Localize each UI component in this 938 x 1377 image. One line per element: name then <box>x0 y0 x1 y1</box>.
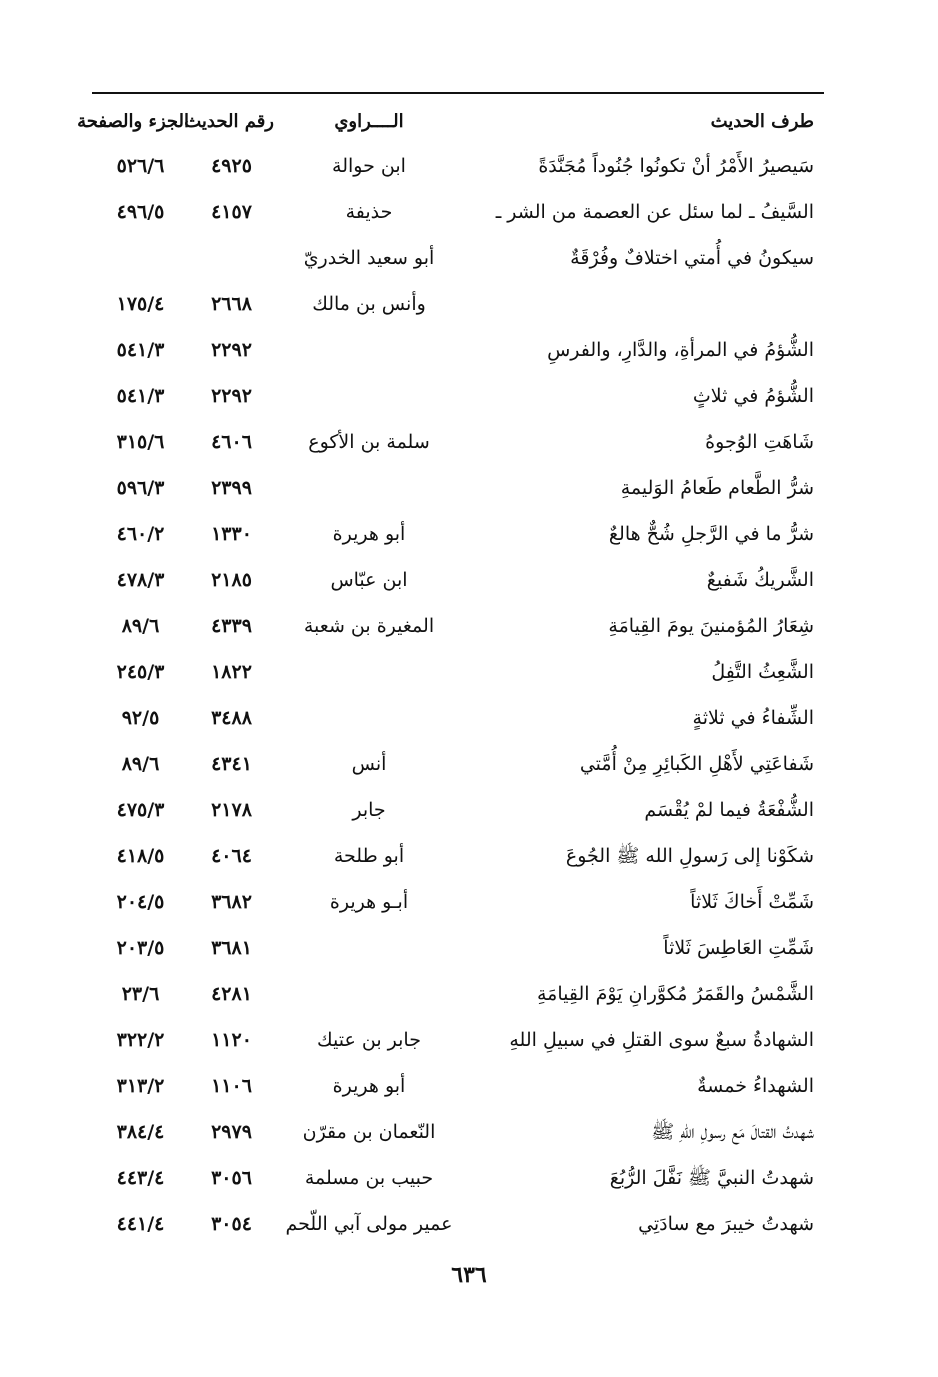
hadith-number: ١١٢٠ <box>211 1029 252 1051</box>
narrator <box>274 466 464 510</box>
volume-page: ٤٧٨/٣ <box>116 569 165 591</box>
hadith-text: شَاهَتِ الوُجوهُ <box>705 431 814 453</box>
hadith-number: ٣٠٥٤ <box>211 1213 252 1235</box>
narrator: أنس <box>351 753 387 775</box>
narrator <box>274 926 464 970</box>
table-row <box>92 1064 824 1108</box>
hadith-text: الشَّعِثُ التَّفِلُ <box>711 661 814 683</box>
volume-page: ٥٤١/٣ <box>116 385 165 407</box>
volume-page: ٤٩٦/٥ <box>116 201 165 223</box>
volume-page: ٣١٣/٢ <box>116 1075 165 1097</box>
narrator <box>274 696 464 740</box>
hadith-text: الشُّفْعَةُ فيما لمْ يُقْسَم <box>644 799 814 821</box>
table-row <box>92 650 824 694</box>
table-row <box>92 742 824 786</box>
table-row <box>92 190 824 234</box>
hadith-text: شرُّ الطَّعام طَعامُ الوَليمةِ <box>620 477 814 499</box>
volume-page: ٣٨٤/٤ <box>116 1121 165 1143</box>
table-row <box>92 834 824 878</box>
hadith-text: شكَوْنا إلى رَسولِ الله ﷺ الجُوعَ <box>565 845 814 867</box>
hadith-number: ٢٢٩٢ <box>211 339 252 361</box>
page-number: ٦٣٦ <box>451 1262 487 1288</box>
table-header <box>77 100 824 144</box>
hadith-number: ٤٠٦٤ <box>211 845 252 867</box>
narrator: أبو هريرة <box>332 523 406 545</box>
volume-page: ٥٩٦/٣ <box>116 477 165 499</box>
hadith-text: السَّيفُ ـ لما سئل عن العصمة من الشر ـ <box>495 201 814 223</box>
hadith-number: ١٨٢٢ <box>211 661 252 683</box>
table-row <box>92 788 824 832</box>
volume-page: ٣٢٢/٢ <box>116 1029 165 1051</box>
table-row <box>92 1202 824 1246</box>
narrator: أبو هريرة <box>332 1075 406 1097</box>
narrator: النّعمان بن مقرّن <box>302 1121 436 1143</box>
volume-page: ٤٤٣/٤ <box>116 1167 165 1189</box>
hadith-text: الشهادةُ سبعٌ سوى القتلِ في سبيلِ اللهِ <box>509 1029 814 1051</box>
hadith-number: ٢١٧٨ <box>211 799 252 821</box>
table-row <box>92 926 824 970</box>
narrator <box>274 374 464 418</box>
table-row <box>92 1156 824 1200</box>
table-row <box>92 1018 824 1062</box>
volume-page: ٨٩/٦ <box>121 615 160 637</box>
hadith-text: شِعَارُ المُؤمنينَ يومَ القِيامَةِ <box>608 615 814 637</box>
hadith-text: الشِّفاءُ في ثلاثةٍ <box>692 707 814 729</box>
table-row <box>92 558 824 602</box>
table-row <box>92 512 824 556</box>
hadith-number: ٢٣٩٩ <box>211 477 252 499</box>
header-number: رقم الحديث <box>184 111 274 132</box>
hadith-number: ٣٦٨١ <box>211 937 252 959</box>
hadith-number: ٣٤٨٨ <box>211 707 252 729</box>
narrator <box>274 328 464 372</box>
table-row <box>92 328 824 372</box>
hadith-number: ٤٦٠٦ <box>211 431 252 453</box>
header-narrator: الــــراوي <box>334 111 404 132</box>
narrator: أبو سعيد الخدريّ <box>303 247 435 269</box>
hadith-text: شَمِّتِ العَاطِسَ ثَلاثاً <box>663 937 814 959</box>
table-row <box>92 282 824 326</box>
hadith-number: ٤٣٣٩ <box>211 615 252 637</box>
narrator: عمير مولى آبي اللّحم <box>285 1213 453 1235</box>
volume-page: ٢٤٥/٣ <box>116 661 165 683</box>
table-row <box>92 466 824 510</box>
volume-page <box>92 236 189 280</box>
hadith-number: ٢١٨٥ <box>211 569 252 591</box>
hadith-number: ٤٩٢٥ <box>211 155 252 177</box>
volume-page: ٤٦٠/٢ <box>116 523 165 545</box>
hadith-number: ٤١٥٧ <box>211 201 252 223</box>
hadith-number: ٢٢٩٢ <box>211 385 252 407</box>
table-row <box>92 972 824 1016</box>
hadith-number: ٤٢٨١ <box>211 983 252 1005</box>
narrator: ابن عبّاس <box>330 569 408 591</box>
narrator <box>274 972 464 1016</box>
volume-page: ٢٠٣/٥ <box>116 937 165 959</box>
hadith-text: شهدتُ القتالَ مَع رسولِ اللهِ ﷺ <box>651 1121 814 1143</box>
hadith-text <box>514 282 814 326</box>
narrator: أبـو هريرة <box>329 891 409 913</box>
narrator: المغيرة بن شعبة <box>303 615 435 637</box>
volume-page: ٥٢٦/٦ <box>116 155 165 177</box>
volume-page: ٩٢/٥ <box>121 707 160 729</box>
hadith-number: ٣٠٥٦ <box>211 1167 252 1189</box>
hadith-number: ٣٦٨٢ <box>211 891 252 913</box>
header-location: الجزء والصفحة <box>77 111 189 132</box>
hadith-number: ٤٣٤١ <box>211 753 252 775</box>
hadith-text: الشَّمْسُ والقَمَرُ مُكوَّرانِ يَوْمَ القِيامَةِ <box>536 983 814 1005</box>
volume-page: ٤٧٥/٣ <box>116 799 165 821</box>
header-text: طرف الحديث <box>710 111 814 132</box>
table-row <box>92 420 824 464</box>
table-row <box>92 144 824 188</box>
hadith-text: شَمِّتْ أَخاكَ ثَلاثاً <box>690 891 814 913</box>
table-row <box>92 1110 824 1154</box>
hadith-text: الشُّؤمُ في ثلاثٍ <box>692 385 814 407</box>
volume-page: ٤٤١/٤ <box>116 1213 165 1235</box>
narrator: جابر <box>352 799 386 821</box>
hadith-text: سَيصيرُ الأَمْرُ أنْ تكونُوا جُنُوداً مُجَنَّدَةً <box>538 155 814 177</box>
hadith-text: الشهداءُ خمسةٌ <box>697 1075 814 1097</box>
hadith-text: شَفاعَتِي لأَهْلِ الكَبائِرِ مِنْ أُمَّتي <box>579 753 814 775</box>
hadith-number: ٢٩٧٩ <box>211 1121 252 1143</box>
volume-page: ٨٩/٦ <box>121 753 160 775</box>
hadith-text: شهدتُ خيبرَ مع سادَتِي <box>638 1213 814 1235</box>
narrator <box>274 650 464 694</box>
narrator: حبيب بن مسلمة <box>304 1167 434 1189</box>
narrator: سلمة بن الأكوع <box>308 431 430 453</box>
volume-page: ٥٤١/٣ <box>116 339 165 361</box>
volume-page: ٢٠٤/٥ <box>116 891 165 913</box>
narrator: أبو طلحة <box>333 845 405 867</box>
hadith-text: الشُّؤمُ في المرأةِ، والدَّارِ، والفرسِ <box>547 339 814 361</box>
table-row <box>92 236 824 280</box>
table-row <box>92 374 824 418</box>
hadith-number <box>189 236 274 280</box>
table-row <box>92 696 824 740</box>
hadith-text: سيكونُ في أُمتي اختلافٌ وفُرْقَةٌ <box>570 247 814 269</box>
narrator: جابر بن عتيك <box>317 1029 421 1051</box>
top-rule <box>92 92 824 94</box>
hadith-text: الشَّريكُ شَفيعٌ <box>706 569 814 591</box>
volume-page: ٤١٨/٥ <box>116 845 165 867</box>
hadith-number: ٢٦٦٨ <box>211 293 252 315</box>
narrator: ابن حوالة <box>332 155 406 177</box>
hadith-text: شهدتُ النبيَّ ﷺ نَفَّلَ الرُّبُعَ <box>609 1167 814 1189</box>
table-row <box>92 880 824 924</box>
narrator: وأنس بن مالك <box>312 293 426 315</box>
volume-page: ١٧٥/٤ <box>116 293 165 315</box>
narrator: حذيفة <box>345 201 393 223</box>
volume-page: ٣١٥/٦ <box>116 431 165 453</box>
hadith-number: ١١٠٦ <box>211 1075 252 1097</box>
hadith-number: ١٣٣٠ <box>211 523 252 545</box>
table-row <box>92 604 824 648</box>
volume-page: ٢٣/٦ <box>121 983 160 1005</box>
hadith-text: شرُّ ما في الرَّجلِ شُحٌّ هالعٌ <box>608 523 814 545</box>
